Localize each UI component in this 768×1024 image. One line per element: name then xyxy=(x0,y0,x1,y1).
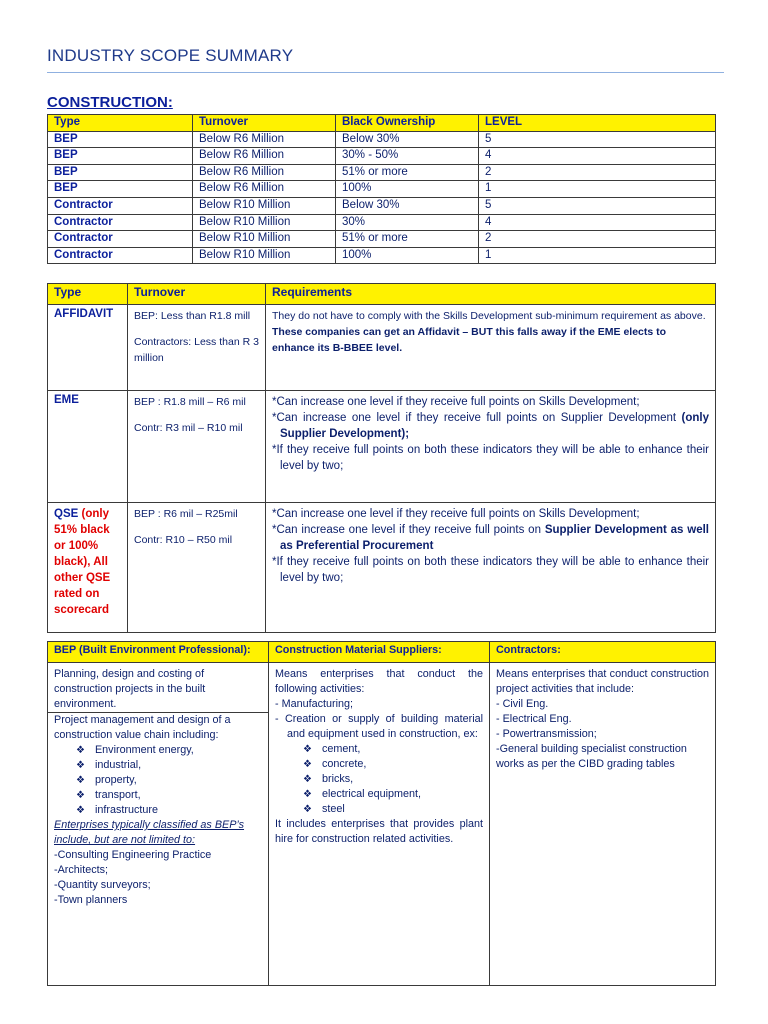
ownership-cell: 51% or more xyxy=(336,164,479,181)
level-cell: 1 xyxy=(479,181,716,198)
bep-list xyxy=(54,743,262,818)
turnover-cell: Below R10 Million xyxy=(193,214,336,231)
bep-scope: Project management and design of a construction value chain including: xyxy=(48,712,268,743)
column-header: BEP (Built Environment Professional): xyxy=(48,642,269,663)
type-label: QSE xyxy=(54,508,79,520)
suppliers-cell xyxy=(269,663,490,986)
list-item: - Electrical Eng. xyxy=(496,713,572,725)
requirements-cell xyxy=(266,391,716,503)
list-item: -Architects; xyxy=(54,864,108,876)
requirement-text: They do not have to comply with the Skills Development sub-minimum requirement as above. xyxy=(272,310,706,322)
level-cell: 2 xyxy=(479,164,716,181)
requirement-item xyxy=(272,410,709,442)
column-header: Turnover xyxy=(128,284,266,305)
column-header: Type xyxy=(48,284,128,305)
table-header-row xyxy=(48,284,716,305)
level-cell: 4 xyxy=(479,148,716,165)
list-item: - Creation or supply of building material and equipment used in construction, ex: xyxy=(275,713,483,740)
list-item: - Civil Eng. xyxy=(496,698,549,710)
turnover-cell xyxy=(128,503,266,633)
type-cell: BEP xyxy=(48,148,193,165)
type-cell xyxy=(48,503,128,633)
type-cell: Contractor xyxy=(48,214,193,231)
list-item: -Quantity surveyors; xyxy=(54,879,151,891)
requirements-cell xyxy=(266,305,716,391)
list-item: ❖ property, xyxy=(76,773,262,788)
ownership-cell: 100% xyxy=(336,181,479,198)
requirement-item xyxy=(272,522,709,554)
ownership-cell: Below 30% xyxy=(336,131,479,148)
type-cell: Contractor xyxy=(48,197,193,214)
list-item: - Manufacturing; xyxy=(275,698,354,710)
turnover-contractors: Contr: R10 – R50 mil xyxy=(134,534,233,546)
ownership-cell: 51% or more xyxy=(336,231,479,248)
requirement-bold: These companies can get an Affidavit – BUT this falls away if the EME elects to enhance its B-BBEE level. xyxy=(272,326,667,354)
requirement-item: *If they receive full points on both these indicators they will be able to enhance their level by two; xyxy=(272,556,709,584)
type-cell: EME xyxy=(48,391,128,503)
list-item: ❖ infrastructure xyxy=(76,803,262,818)
level-cell: 5 xyxy=(479,131,716,148)
turnover-bep: BEP: Less than R1.8 mill xyxy=(134,310,251,322)
list-item: - Powertransmission; xyxy=(496,728,597,740)
turnover-cell: Below R10 Million xyxy=(193,231,336,248)
suppliers-list xyxy=(275,742,483,817)
turnover-cell: Below R6 Million xyxy=(193,181,336,198)
table-header-row xyxy=(48,115,716,132)
column-header: Contractors: xyxy=(490,642,716,663)
list-item: ❖ bricks, xyxy=(303,772,483,787)
ownership-cell: 30% xyxy=(336,214,479,231)
table-row xyxy=(48,131,716,148)
list-item: ❖ cement, xyxy=(303,742,483,757)
requirement-item: *Can increase one level if they receive full points on Skills Development; xyxy=(272,508,640,520)
type-cell: BEP xyxy=(48,164,193,181)
type-cell: BEP xyxy=(48,131,193,148)
type-cell: Contractor xyxy=(48,247,193,264)
turnover-cell: Below R10 Million xyxy=(193,247,336,264)
list-item: -General building specialist construction works as per the CIBD grading tables xyxy=(496,743,687,770)
table-row xyxy=(48,164,716,181)
turnover-cell: Below R6 Million xyxy=(193,148,336,165)
table-row-affidavit xyxy=(48,305,716,391)
requirement-item: *Can increase one level if they receive full points on Skills Development; xyxy=(272,396,640,408)
requirement-text: *Can increase one level if they receive full points on xyxy=(272,524,541,536)
column-header: Type xyxy=(48,115,193,132)
turnover-contractors: Contractors: Less than R 3 million xyxy=(134,336,259,364)
list-item: -Consulting Engineering Practice xyxy=(54,849,212,861)
requirement-bold: Supplier Development as well as Preferential Procurement xyxy=(280,524,710,552)
type-cell: Contractor xyxy=(48,231,193,248)
turnover-cell: Below R6 Million xyxy=(193,131,336,148)
page-title: INDUSTRY SCOPE SUMMARY xyxy=(47,46,294,65)
table-row xyxy=(48,663,716,986)
table-header-row xyxy=(48,642,716,663)
level-cell: 4 xyxy=(479,214,716,231)
table-row xyxy=(48,197,716,214)
contractors-description: Means enterprises that conduct construction project activities that include: xyxy=(496,668,709,695)
bep-examples-heading: Enterprises typically classified as BEP’s include, but are not limited to: xyxy=(54,819,245,846)
list-item: ❖ industrial, xyxy=(76,758,262,773)
column-header: Turnover xyxy=(193,115,336,132)
type-cell: BEP xyxy=(48,181,193,198)
levels-table xyxy=(47,114,716,264)
bep-description: Planning, design and costing of construction projects in the built environment. xyxy=(54,668,206,710)
ownership-cell: Below 30% xyxy=(336,197,479,214)
turnover-bep: BEP : R1.8 mill – R6 mil xyxy=(134,396,246,408)
ownership-cell: 100% xyxy=(336,247,479,264)
level-cell: 1 xyxy=(479,247,716,264)
table-row-qse xyxy=(48,503,716,633)
table-row-eme xyxy=(48,391,716,503)
list-item: ❖ transport, xyxy=(76,788,262,803)
turnover-cell xyxy=(128,391,266,503)
title-rule xyxy=(47,72,724,73)
level-cell: 2 xyxy=(479,231,716,248)
table-row xyxy=(48,214,716,231)
requirement-bold: (only Supplier Development); xyxy=(280,412,709,440)
turnover-bep: BEP : R6 mil – R25mil xyxy=(134,508,238,520)
list-item: ❖ Environment energy, xyxy=(76,743,262,758)
classification-table xyxy=(47,641,716,986)
column-header: Construction Material Suppliers: xyxy=(269,642,490,663)
requirement-text: *Can increase one level if they receive full points on Supplier Development xyxy=(272,412,677,424)
list-item: ❖ electrical equipment, xyxy=(303,787,483,802)
bep-cell xyxy=(48,663,269,986)
requirement-item: *If they receive full points on both these indicators they will be able to enhance their level by two; xyxy=(272,444,709,472)
table-row xyxy=(48,247,716,264)
turnover-cell: Below R10 Million xyxy=(193,197,336,214)
suppliers-description: Means enterprises that conduct the following activities: xyxy=(275,668,483,695)
level-cell: 5 xyxy=(479,197,716,214)
column-header: Requirements xyxy=(266,284,716,305)
column-header: Black Ownership xyxy=(336,115,479,132)
turnover-cell: Below R6 Million xyxy=(193,164,336,181)
contractors-cell xyxy=(490,663,716,986)
column-header: LEVEL xyxy=(479,115,716,132)
list-item: -Town planners xyxy=(54,894,128,906)
requirements-cell xyxy=(266,503,716,633)
table-row xyxy=(48,231,716,248)
requirements-table xyxy=(47,283,716,633)
turnover-cell xyxy=(128,305,266,391)
turnover-contractors: Contr: R3 mil – R10 mil xyxy=(134,422,243,434)
ownership-cell: 30% - 50% xyxy=(336,148,479,165)
type-cell: AFFIDAVIT xyxy=(48,305,128,391)
list-item: ❖ steel xyxy=(303,802,483,817)
list-item: ❖ concrete, xyxy=(303,757,483,772)
table-row xyxy=(48,181,716,198)
table-row xyxy=(48,148,716,165)
suppliers-note: It includes enterprises that provides plant hire for construction related activities. xyxy=(275,818,483,845)
type-note: (only 51% black or 100% black), All other QSE rated on scorecard xyxy=(54,508,111,616)
section-heading: CONSTRUCTION: xyxy=(47,94,173,111)
